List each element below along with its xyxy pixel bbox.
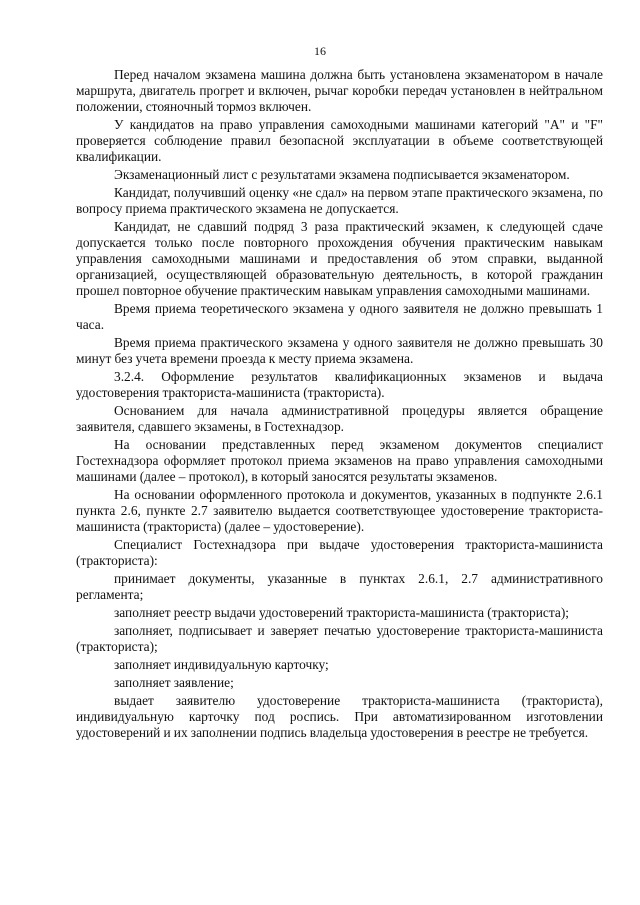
paragraph-three-failures: Кандидат, не сдавший подряд 3 раза практический экзамен, к следующей сдаче допускается только после повторного прохождения обучения практическим навыкам управления самоходными машинами и предоставления об этом справки, выданной организацией, осуществляющей образовательную деятельность, в которой гражданин прошел повторное обучение практическим навыкам управления самоходными машинами. <box>76 219 603 298</box>
paragraph-procedure-basis: Основанием для начала административной процедуры является обращение заявителя, сдавшего экзамены, в Гостехнадзор. <box>76 403 603 434</box>
page-number: 16 <box>314 44 326 58</box>
list-item-fills-application: заполняет заявление; <box>114 675 234 690</box>
document-body <box>76 67 603 743</box>
list-item-fills-card: заполняет индивидуальную карточку; <box>114 657 329 672</box>
paragraph-exam-preparation: Перед началом экзамена машина должна быть установлена экзаменатором в начале маршрута, двигатель прогрет и включен, рычаг коробки передач установлен в нейтральном положении, стояночный тормоз включен. <box>76 67 603 114</box>
paragraph-certificate-issue: На основании оформленного протокола и документов, указанных в подпункте 2.6.1 пункта 2.6, пункте 2.7 заявителю выдается соответствующее удостоверение тракториста-машиниста (тракториста) (далее – удостоверение). <box>76 487 603 534</box>
paragraph-practice-time: Время приема практического экзамена у одного заявителя не должно превышать 30 минут без учета времени проезда к месту приема экзамена. <box>76 335 603 366</box>
paragraph-failed-first-stage: Кандидат, получивший оценку «не сдал» на первом этапе практического экзамена, по вопросу приема практического экзамена не допускается. <box>76 185 603 216</box>
paragraph-exam-sheet: Экзаменационный лист с результатами экзамена подписывается экзаменатором. <box>114 167 570 182</box>
section-heading-3-2-4: 3.2.4. Оформление результатов квалификационных экзаменов и выдача удостоверения тракториста-машиниста (тракториста). <box>76 369 603 400</box>
list-item-fills-register: заполняет реестр выдачи удостоверений тракториста-машиниста (тракториста); <box>114 605 569 620</box>
paragraph-theory-time: Время приема теоретического экзамена у одного заявителя не должно превышать 1 часа. <box>76 301 603 332</box>
list-item-accepts-documents: принимает документы, указанные в пунктах 2.6.1, 2.7 административного регламента; <box>76 571 603 602</box>
paragraph-specialist-duties: Специалист Гостехнадзора при выдаче удостоверения тракториста-машиниста (тракториста): <box>76 537 603 568</box>
paragraph-protocol: На основании представленных перед экзаменом документов специалист Гостехнадзора оформляет протокол приема экзаменов на право управления самоходными машинами (далее – протокол), в который заносятся результаты экзаменов. <box>76 437 603 484</box>
paragraph-category-a-f: У кандидатов на право управления самоходными машинами категорий "А" и "F" проверяется соблюдение правил безопасной эксплуатации в объеме соответствующей квалификации. <box>76 117 603 164</box>
list-item-issues-certificate: выдает заявителю удостоверение тракториста-машиниста (тракториста), индивидуальную карточку под роспись. При автоматизированном изготовлении удостоверений и их заполнении подпись владельца удостоверения в реестре не требуется. <box>76 693 603 740</box>
list-item-fills-certificate: заполняет, подписывает и заверяет печатью удостоверение тракториста-машиниста (тракториста); <box>76 623 603 654</box>
